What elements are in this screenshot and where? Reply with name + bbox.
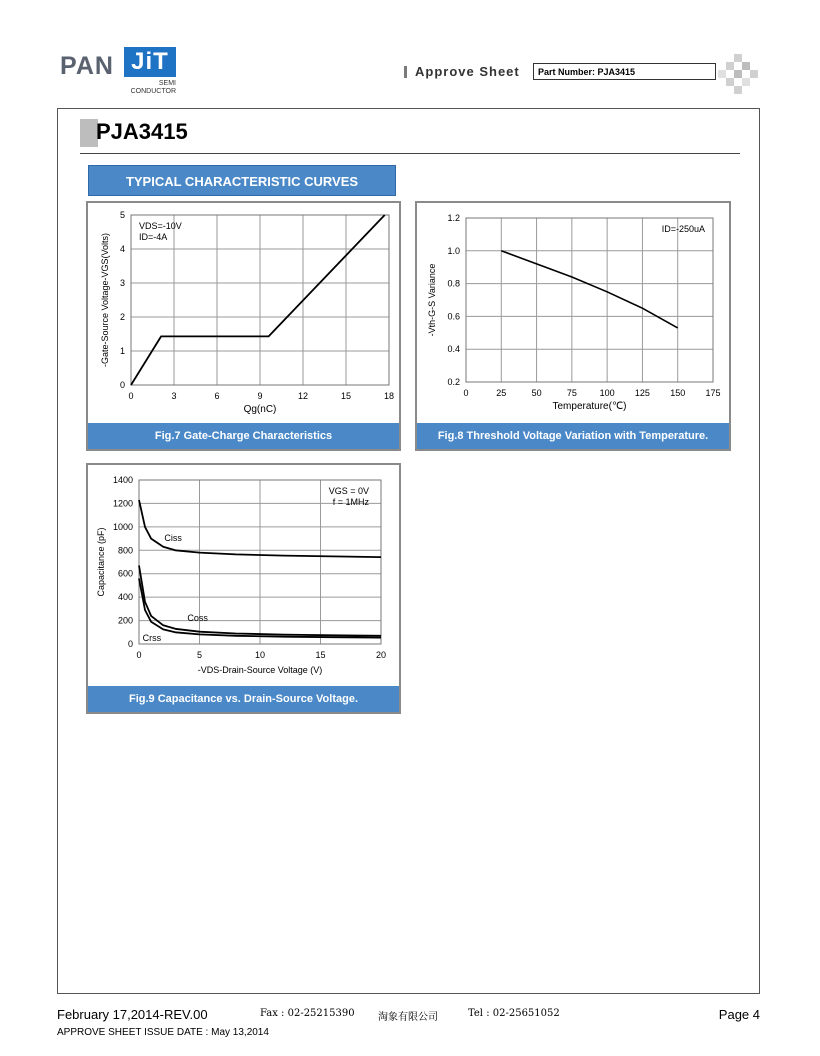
fig9-chart [88,465,399,686]
logo-sub-1: SEMI [158,80,176,87]
x-tick-label: 10 [254,650,266,660]
fig7-y-axis-label: -Gate-Source Voltage-VGS(Volts) [100,232,110,368]
fig7-x-axis-label: Qg(nC) [243,404,277,415]
footer-date: February 17,2014-REV.00 [57,1007,208,1022]
frame-left [57,108,58,994]
fig8-x-axis-label: Temperature(℃) [552,401,627,412]
footer-fax: Fax : 02-25215390 [260,1008,355,1019]
x-tick-label: 0 [128,391,134,401]
y-tick-label: 400 [117,592,133,603]
fig8-panel [415,201,731,451]
fig9-label-crss: Crss [142,633,162,644]
fig9-label-coss: Coss [187,613,208,624]
frame-top [57,108,760,109]
part-number-box [533,63,716,80]
footer-company: 淘象有限公司 [378,1012,438,1023]
fig8-condition-id: ID=-250uA [661,224,705,234]
x-tick-label: 150 [670,388,686,398]
fig7-condition-id: ID=-4A [139,232,168,242]
fig9-panel [86,463,401,714]
x-tick-label: 50 [531,388,542,398]
x-tick-label: 100 [599,388,615,398]
y-tick-label: 1 [119,346,125,356]
x-tick-label: 75 [566,388,577,398]
logo-subtitle [128,80,176,96]
y-tick-label: 0 [119,380,125,390]
y-tick-label: 0.6 [447,311,460,322]
footer-page: Page 4 [718,1007,760,1022]
x-tick-label: 18 [383,391,395,401]
logo-sub-2: CONDUCTOR [130,88,176,95]
approve-sheet-label: Approve Sheet [415,64,520,79]
y-tick-label: 4 [119,244,125,254]
y-tick-label: 200 [117,615,133,626]
y-tick-label: 0.2 [447,377,460,387]
fig9-x-axis-label: -VDS-Drain-Source Voltage (V) [197,665,323,675]
y-tick-label: 3 [119,278,125,288]
header-bar-mark [404,66,407,78]
y-tick-label: 1.2 [447,213,460,223]
plot-area-border [466,218,713,382]
fig9-label-ciss: Ciss [164,532,182,543]
frame-bottom [57,993,760,994]
y-tick-label: 1400 [112,475,133,485]
footer-tel: Tel : 02-25651052 [468,1008,560,1019]
checker-decoration [718,54,758,94]
fig7-condition-vds: VDS=-10V [139,221,182,231]
fig9-condition-vgs: VGS = 0V [328,486,369,496]
logo-pan: PAN [60,52,114,80]
x-tick-label: 20 [375,650,387,660]
fig8-caption: Fig.8 Threshold Voltage Variation with Temperature. [417,423,729,449]
y-tick-label: 2 [119,312,125,322]
y-tick-label: 1200 [112,498,133,509]
x-tick-label: 175 [705,388,721,398]
fig8-chart [417,203,729,423]
part-number-value: PJA3415 [597,67,636,77]
fig7-chart [88,203,399,423]
footer-issue-date: APPROVE SHEET ISSUE DATE : May 13,2014 [57,1027,269,1038]
x-tick-label: 15 [315,650,326,660]
x-tick-label: 12 [297,391,309,401]
fig9-condition-freq: f = 1MHz [332,497,369,507]
fig9-y-axis-label: Capacitance (pF) [96,527,106,597]
y-tick-label: 0.4 [447,344,460,355]
title-underline [80,153,740,154]
fig8-y-axis-label: -Vth-G-S Variance [427,263,437,337]
frame-right [759,108,760,994]
series-line [131,215,385,385]
y-tick-label: 1000 [112,521,133,532]
y-tick-label: 600 [117,568,133,579]
x-tick-label: 3 [171,391,177,401]
x-tick-label: 125 [634,388,650,398]
x-tick-label: 0 [136,650,142,660]
x-tick-label: 6 [214,391,220,401]
y-tick-label: 1.0 [447,245,460,256]
fig7-panel [86,201,401,451]
y-tick-label: 0 [127,639,133,649]
page-title: PJA3415 [96,119,188,144]
x-tick-label: 0 [463,388,469,398]
fig9-caption: Fig.9 Capacitance vs. Drain-Source Voltage. [88,686,399,712]
part-number-label: Part Number: [538,67,596,77]
x-tick-label: 25 [496,388,507,398]
section-heading: TYPICAL CHARACTERISTIC CURVES [88,165,396,196]
logo-jit: JiT [124,47,176,77]
fig7-caption: Fig.7 Gate-Charge Characteristics [88,423,399,449]
y-tick-label: 800 [117,545,133,556]
x-tick-label: 9 [257,391,263,401]
x-tick-label: 5 [196,650,203,660]
x-tick-label: 15 [340,391,352,401]
y-tick-label: 0.8 [447,278,460,289]
y-tick-label: 5 [119,210,125,220]
